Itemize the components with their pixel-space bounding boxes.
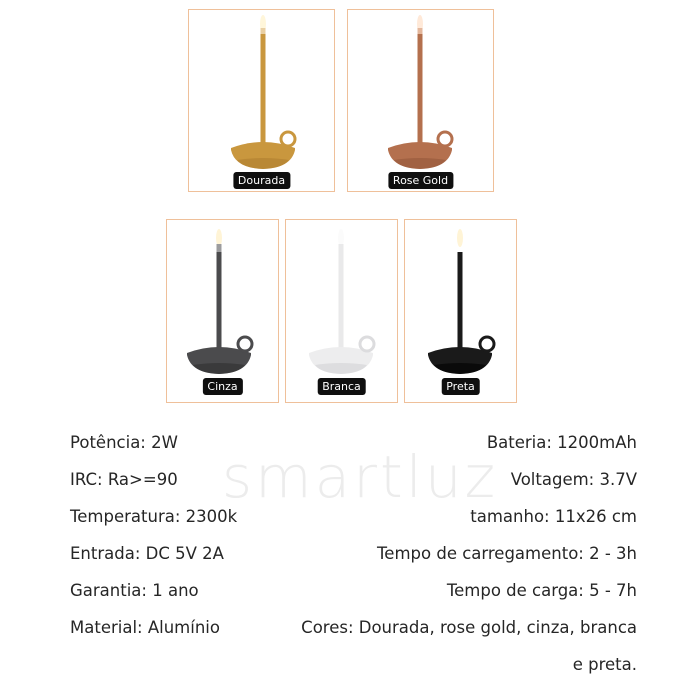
spec-power: Potência: 2W	[70, 433, 178, 452]
product-card-branca[interactable]	[285, 219, 398, 403]
spec-voltage: Voltagem: 3.7V	[510, 470, 637, 489]
product-card-dourada[interactable]	[188, 9, 335, 192]
spec-warranty: Garantia: 1 ano	[70, 581, 199, 600]
spec-battery: Bateria: 1200mAh	[486, 433, 637, 452]
color-label: Preta	[441, 378, 480, 395]
lamp-image-branca	[286, 220, 399, 404]
color-label: Dourada	[233, 172, 290, 189]
spec-colors-continued: e preta.	[572, 655, 637, 674]
lamp-image-rose-gold	[348, 10, 495, 193]
spec-input: Entrada: DC 5V 2A	[70, 544, 224, 563]
spec-charging-time: Tempo de carregamento: 2 - 3h	[377, 544, 637, 563]
product-card-rose-gold[interactable]	[347, 9, 494, 192]
color-label: Rose Gold	[388, 172, 453, 189]
color-label: Cinza	[202, 378, 242, 395]
spec-material: Material: Alumínio	[70, 618, 220, 637]
product-card-preta[interactable]	[404, 219, 517, 403]
spec-temperature: Temperatura: 2300k	[70, 507, 238, 526]
spec-size: tamanho: 11x26 cm	[470, 507, 637, 526]
lamp-image-preta	[405, 220, 518, 404]
watermark-logo: smartluz	[221, 443, 499, 511]
product-card-cinza[interactable]	[166, 219, 279, 403]
lamp-image-cinza	[167, 220, 280, 404]
spec-usage-time: Tempo de carga: 5 - 7h	[446, 581, 637, 600]
spec-cri: IRC: Ra>=90	[70, 470, 178, 489]
lamp-image-dourada	[189, 10, 336, 193]
spec-colors: Cores: Dourada, rose gold, cinza, branca	[301, 618, 637, 637]
color-label: Branca	[317, 378, 366, 395]
